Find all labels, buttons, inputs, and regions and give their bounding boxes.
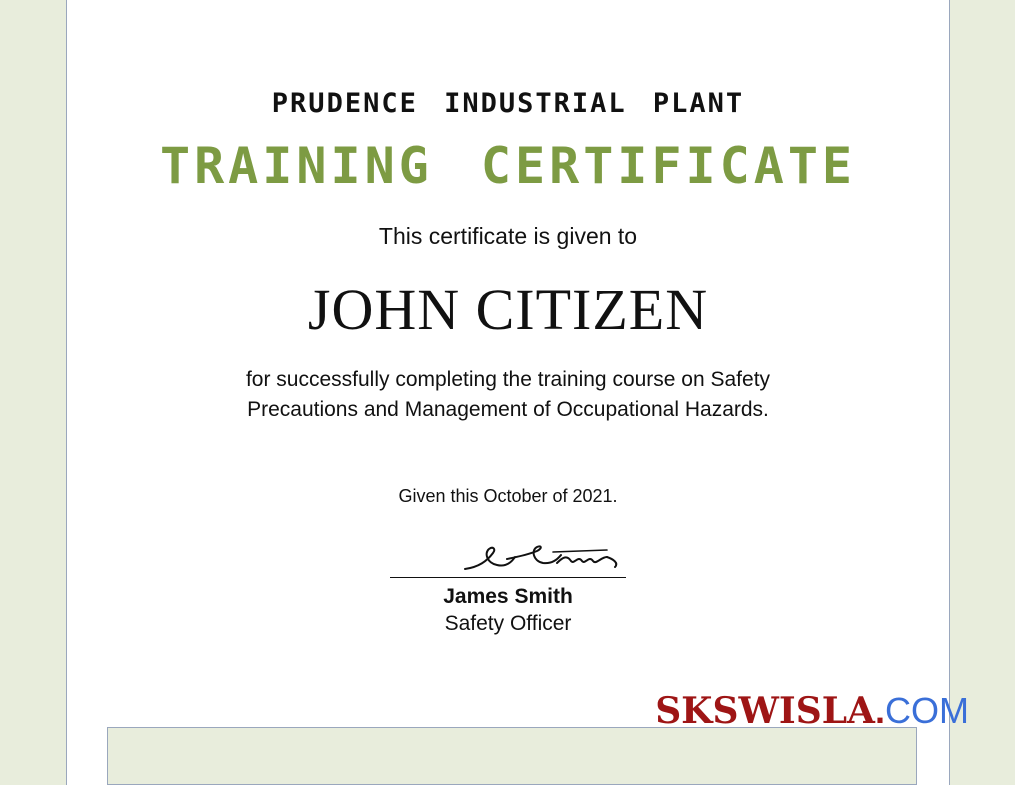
issue-date: Given this October of 2021.	[398, 485, 618, 506]
certificate-content	[67, 0, 949, 636]
signature-line	[390, 577, 626, 578]
footer-band	[107, 727, 917, 785]
watermark-secondary: COM	[885, 690, 969, 731]
watermark-separator: .	[874, 690, 885, 731]
achievement-description: for successfully completing the training course on Safety Precautions and Management of Occupational Hazards.	[245, 368, 771, 422]
watermark-primary: SKSWISLA	[655, 690, 875, 732]
signature-block	[390, 543, 626, 636]
site-watermark	[655, 690, 969, 732]
certificate-page	[66, 0, 950, 785]
signer-role: Safety Officer	[444, 611, 572, 635]
recipient-name: JOHN CITIZEN	[307, 277, 709, 342]
organization-name: PRUDENCE INDUSTRIAL PLANT	[271, 88, 745, 119]
signature-mark-icon	[390, 543, 626, 577]
certificate-title: TRAINING CERTIFICATE	[159, 137, 857, 195]
signer-name: James Smith	[443, 584, 573, 608]
given-to-label: This certificate is given to	[378, 223, 638, 249]
